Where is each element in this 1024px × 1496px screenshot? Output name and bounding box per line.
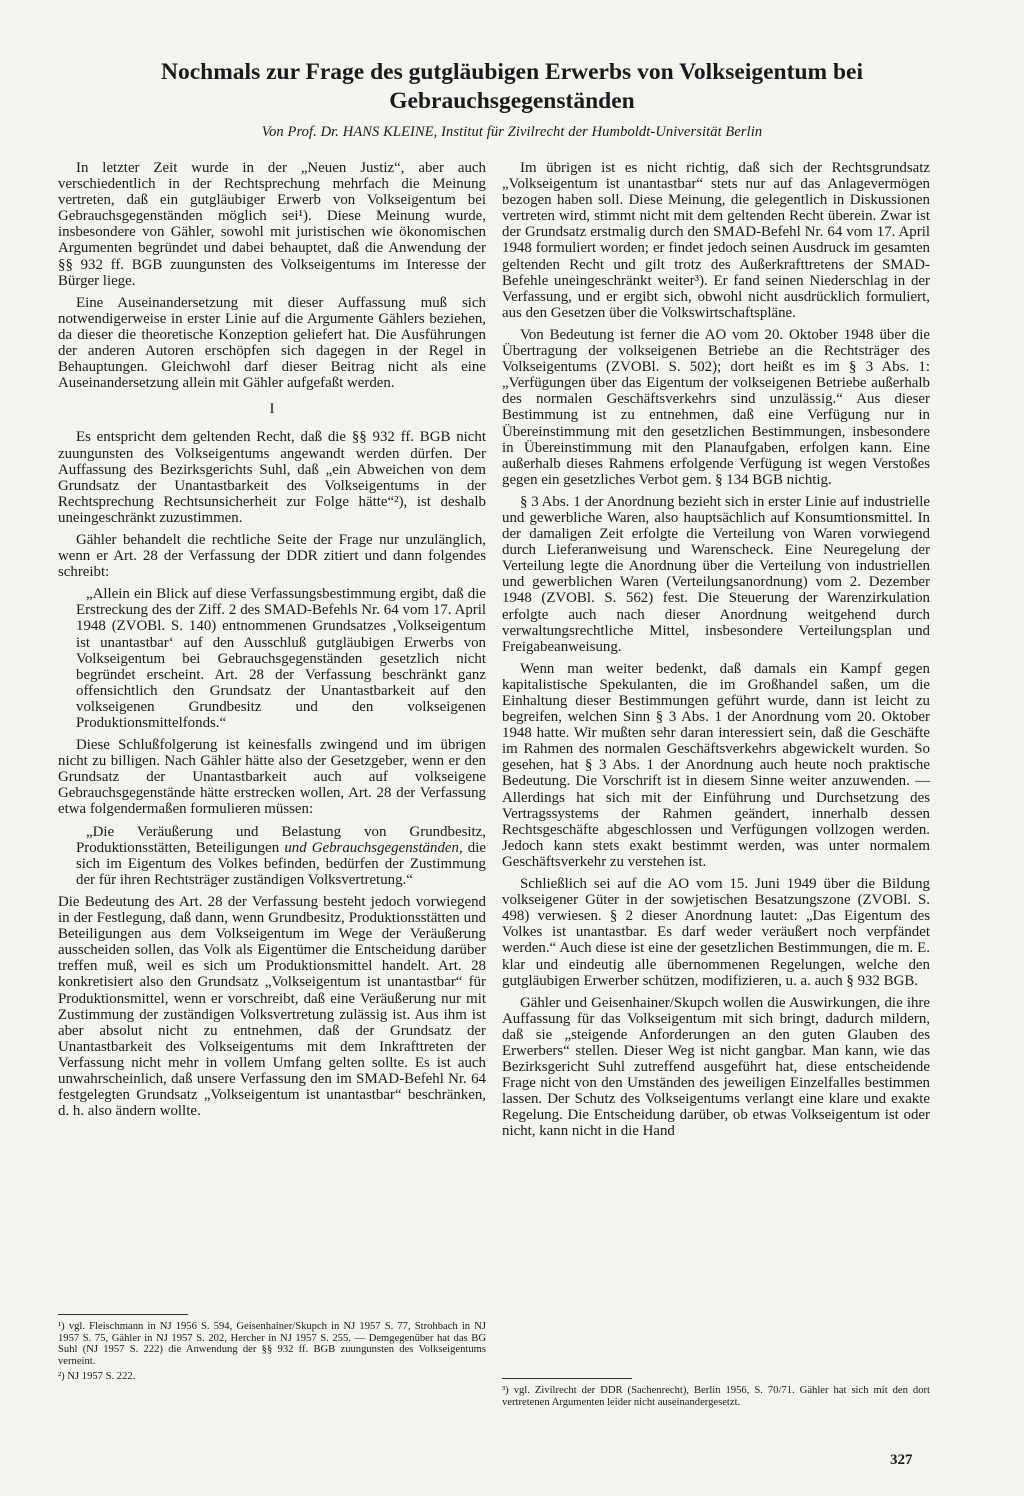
- paragraph: § 3 Abs. 1 der Anordnung bezieht sich in erster Linie auf industrielle und gewerbliche Waren, also hauptsächlich auf Konsumtionsmittel. In der damaligen Zeit erfolgte die Verteilung von Waren vorwiegend durch Lieferanweisung und Warenscheck. Eine Neuregelung der Verteilung legte die Anordnung über die Verteilung von industriellen und gewerblichen Waren (Verteilungsanordnung) vom 2. Dezember 1948 (ZVOBl. S. 562) fest. Die Steuerung der Warenzirkulation erfolgte auch nach dieser Anordnung weitgehend durch verwaltungsrechtliche Mittel, insbesondere Verteilungsplan und Freigabeanweisung.: [502, 493, 930, 655]
- article-title: Nochmals zur Frage des gutgläubigen Erwerbs von Volkseigentum bei Gebrauchsgegenständen: [161, 59, 863, 114]
- block-quote: [76, 824, 486, 888]
- footnotes-left: [58, 1314, 486, 1387]
- paragraph: Gähler behandelt die rechtliche Seite der Frage nur unzulänglich, wenn er Art. 28 der Verfassung der DDR zitiert und dann folgendes schreibt:: [58, 531, 486, 581]
- footnotes-right: [502, 1378, 930, 1412]
- footnote-divider: [502, 1378, 632, 1379]
- footnote-divider: [58, 1314, 188, 1315]
- block-quote: „Allein ein Blick auf diese Verfassungsbestimmung ergibt, daß die Erstreckung des der Ziff. 2 des SMAD-Befehls Nr. 64 vom 17. April 1948 (ZVOBl. S. 140) entnommenen Grundsatzes ‚Volkseigentum ist unantastbar‘ auf den Ausschluß gutgläubigen Erwerbs von Volkseigentum bei Gebrauchsgegenständen gesetzlich nicht begründet erscheint. Art. 28 der Verfassung beschränkt ganz offensichtlich den Grundsatz der Unantastbarkeit auf den volkseigenen Grundbesitz und den volkseigenen Produktionsmittelfonds.“: [76, 586, 486, 731]
- footnote: ¹) vgl. Fleischmann in NJ 1956 S. 594, Geisenhainer/Skupch in NJ 1957 S. 77, Strohbach in NJ 1957 S. 75, Gähler in NJ 1957 S. 202, Hercher in NJ 1957 S. 255. — Demgegenüber hat das BG Suhl (NJ 1957 S. 222) die Anwendung der §§ 932 ff. BGB zuungunsten des Volkseigentums verneint.: [58, 1321, 486, 1367]
- paragraph: Eine Auseinandersetzung mit dieser Auffassung muß sich notwendigerweise in erster Linie auf die Argumente Gählers beziehen, da dieser die theoretische Konzeption geliefert hat. Die Ausführungen der anderen Autoren erschöpfen sich dagegen in der Regel in Behauptungen. Gleichwohl darf dieser Beitrag nicht als eine Auseinandersetzung allein mit Gähler aufgefaßt werden.: [58, 294, 486, 392]
- paragraph: Gähler und Geisenhainer/Skupch wollen die Auswirkungen, die ihre Auffassung für das Volkseigentum mit sich bringt, dadurch mildern, daß sie „steigende Anforderungen an den guten Glauben des Erwerbers“ stellen. Dieser Weg ist nicht gangbar. Man kann, wie das Bezirksgericht Suhl zutreffend ausgeführt hat, diese entscheidende Frage nicht von den Umständen des jeweiligen Einzelfalles bestimmen lassen. Der Schutz des Volkseigentums verlangt eine klare und exakte Regelung. Die Entscheidung darüber, ob etwas Volkseigentum ist oder nicht, kann nicht in die Hand: [502, 994, 930, 1140]
- paragraph: Die Bedeutung des Art. 28 der Verfassung besteht jedoch vorwiegend in der Festlegung, daß dann, wenn Grundbesitz, Produktionsstätten und Beteiligungen aus dem Volkseigentum im Wege der Veräußerung ausscheiden sollen, das Volk als Eigentümer die Entscheidung darüber treffen muß, weil es sich um Produktionsmittel handelt. Art. 28 konkretisiert also den Grundsatz „Volkseigentum ist unantastbar“ für Produktionsmittel, wenn er vorschreibt, daß eine Veräußerung nur mit Zustimmung der zuständigen Volksvertretung zulässig ist. Aus ihm ist aber absolut nicht zu entnehmen, daß der Grundsatz der Unantastbarkeit des Volkseigentums mit dem Inkrafttreten der Verfassung nicht mehr in vollem Umfang gelten sollte. Es ist auch unwahrscheinlich, daß unsere Verfassung den im SMAD-Befehl Nr. 64 festgelegten Grundsatz „Volkseigentum ist unantastbar“ beschränken, d. h. also ändern wollte.: [58, 893, 486, 1120]
- quote-text: „Die Veräußerung und Belastung von Grundbesitz, Produktionsstätten, Beteiligungen: [76, 823, 486, 856]
- page-number: 327: [890, 1452, 913, 1468]
- paragraph: Schließlich sei auf die AO vom 15. Juni 1949 über die Bildung volkseigener Güter in der sowjetischen Besatzungszone (ZVOBl. S. 498) verwiesen. § 2 dieser Anordnung lautet: „Das Eigentum des Volkes ist unantastbar. Es darf weder veräußert noch verpfändet werden.“ Auch diese ist eine der gesetzlichen Bestimmungen, die m. E. klar und eindeutig alle übernommenen Regelungen, welche den gutgläubigen Erwerber schützen, modifizieren, u. a. auch § 932 BGB.: [502, 876, 930, 989]
- left-column: [58, 160, 486, 1125]
- right-column: [502, 160, 930, 1146]
- footnote: ²) NJ 1957 S. 222.: [58, 1371, 136, 1383]
- author-byline: Von Prof. Dr. HANS KLEINE, Institut für Zivilrecht der Humboldt-Universität Berlin: [261, 124, 763, 140]
- paragraph: Wenn man weiter bedenkt, daß damals ein Kampf gegen kapitalistische Spekulanten, die im Großhandel saßen, um die Einhaltung dieser Bestimmungen geführt wurde, dann ist leicht zu begreifen, welchen Sinn § 3 Abs. 1 der Anordnung vom 20. Oktober 1948 hatte. Wir mußten sehr daran interessiert sein, daß die Geschäfte im Rahmen des normalen Geschäftsverkehrs abgewickelt wurden. So gesehen, hat § 3 Abs. 1 der Anordnung auch heute noch praktische Bedeutung. Die Vorschrift ist in diesem Sinne weiter anzuwenden. — Allerdings hat sich mit der Einführung und Durchsetzung des Vertragssystems der Rahmen geändert, innerhalb dessen Rechtsgeschäfte abgeschlossen und Verfügungen vollzogen werden. Jedoch kann stets exakt bestimmt werden, was unter normalem Geschäftsverkehr zu verstehen ist.: [502, 660, 930, 870]
- paragraph: In letzter Zeit wurde in der „Neuen Justiz“, aber auch verschiedentlich in der Rechtsprechung mehrfach die Meinung vertreten, daß ein gutgläubiger Erwerb von Volkseigentum bei Gebrauchsgegenständen möglich sei¹). Diese Meinung wurde, insbesondere von Gähler, sowohl mit juristischen wie ökonomischen Argumenten begründet und dabei behauptet, daß die Anwendung der §§ 932 ff. BGB zuungunsten des Volkseigentums im Interesse der Bürger liege.: [58, 160, 486, 289]
- paragraph: Es entspricht dem geltenden Recht, daß die §§ 932 ff. BGB nicht zuungunsten des Volkseigentums angewandt werden dürfen. Der Auffassung des Bezirksgerichts Suhl, daß „ein Abweichen von dem Grundsatz der Unantastbarkeit des Volkseigentums in der Rechtsprechung Rechtsunsicherheit zur Folge hätte“²), ist deshalb uneingeschränkt zuzustimmen.: [58, 429, 486, 526]
- paragraph: Von Bedeutung ist ferner die AO vom 20. Oktober 1948 über die Übertragung der volkseigenen Betriebe an die Rechtsträger des Volkseigentums (ZVOBl. S. 502); dort heißt es im § 3 Abs. 1: „Verfügungen über das Eigentum der volkseigenen Betriebe außerhalb des normalen Geschäftsverkehrs sind unzulässig.“ Aus dieser Bestimmung ist zu entnehmen, daß eine Verfügung nur in Übereinstimmung mit den gesetzlichen Bestimmungen, insbesondere in Übereinstimmung mit den Planaufgaben, erfolgen kann. Eine außerhalb dieses Rahmens erfolgende Verfügung ist wegen Verstoßes gegen ein gesetzliches Verbot gem. § 134 BGB nichtig.: [502, 326, 930, 488]
- quote-emphasis: und Gebrauchsgegenständen,: [284, 839, 463, 856]
- section-heading: I: [269, 401, 275, 418]
- paragraph: Diese Schlußfolgerung ist keinesfalls zwingend und im übrigen nicht zu billigen. Nach Gähler hätte also der Gesetzgeber, wenn er den Grundsatz der Unantastbarkeit auch auf volkseigene Gebrauchsgegenstände hätte erstrecken wollen, Art. 28 der Verfassung etwa folgendermaßen formulieren müssen:: [58, 737, 486, 818]
- quote-text: die sich im Eigentum des Volkes befinden, bedürfen der Zustimmung der für ihren Rechtsträger zuständigen Volksvertretung.“: [76, 839, 486, 888]
- footnote: ³) vgl. Zivilrecht der DDR (Sachenrecht), Berlin 1956, S. 70/71. Gähler hat sich mit den dort vertretenen Argumenten leider nicht auseinandergesetzt.: [502, 1385, 930, 1408]
- paragraph: Im übrigen ist es nicht richtig, daß sich der Rechtsgrundsatz „Volkseigentum ist unantastbar“ stets nur auf das Anlagevermögen bezogen haben soll. Diese Meinung, die gelegentlich in Diskussionen vertreten wird, stimmt nicht mit dem geltenden Recht überein. Zwar ist der Grundsatz erstmalig durch den SMAD-Befehl Nr. 64 vom 17. April 1948 formuliert worden; er findet jedoch seinen Ausdruck im gesamten geltenden Recht und gilt trotz des Außerkrafttretens der SMAD-Befehle uneingeschränkt weiter³). Er fand seinen Niederschlag in der Verfassung, und er ergibt sich, obwohl nicht ausdrücklich formuliert, aus den Gesetzen über die Volkswirtschaftspläne.: [502, 160, 930, 321]
